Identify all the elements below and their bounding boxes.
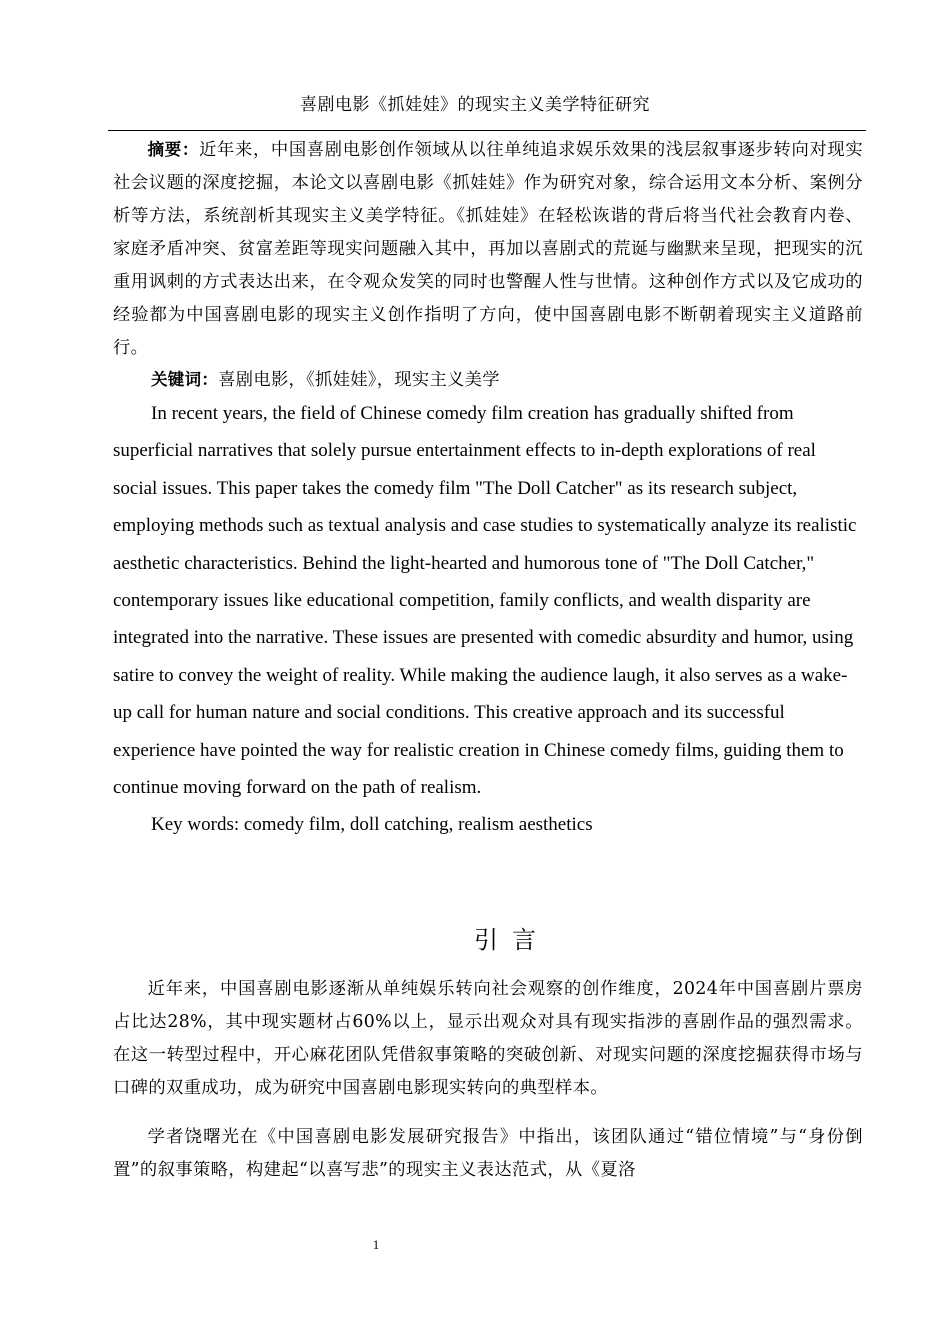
introduction-paragraph: 学者饶曙光在《中国喜剧电影发展研究报告》中指出，该团队通过“错位情境”与“身份倒置”的叙事策略，构建起“以喜写悲”的现实主义表达范式，从《夏洛 [113,1127,863,1180]
introduction-paragraph: 近年来，中国喜剧电影逐渐从单纯娱乐转向社会观察的创作维度，2024年中国喜剧片票房占比达28%，其中现实题材占60%以上，显示出观众对具有现实指涉的喜剧作品的强烈需求。在这一转型过程中，开心麻花团队凭借叙事策略的突破创新、对现实问题的深度挖掘获得市场与口碑的双重成功，成为研究中国喜剧电影现实转向的典型样本。 [113,979,863,1098]
abstract-zh [113,133,863,365]
abstract-label: 摘要： [147,140,200,159]
keywords-text: 喜剧电影，《抓娃娃》，现实主义美学 [218,370,500,390]
keywords-en: Key words: comedy film, doll catching, realism aesthetics [151,814,593,835]
page-number: 1 [372,1237,380,1252]
running-header: 喜剧电影《抓娃娃》的现实主义美学特征研究 [300,95,650,115]
keywords-label: 关键词： [151,370,219,389]
abstract-text: 近年来，中国喜剧电影创作领域从以往单纯追求娱乐效果的浅层叙事逐步转向对现实社会议题的深度挖掘，本论文以喜剧电影《抓娃娃》作为研究对象，综合运用文本分析、案例分析等方法，系统剖析其现实主义美学特征。《抓娃娃》在轻松诙谐的背后将当代社会教育内卷、家庭矛盾冲突、贫富差距等现实问题融入其中，再加以喜剧式的荒诞与幽默来呈现，把现实的沉重用讽刺的方式表达出来，在令观众发笑的同时也警醒人性与世情。这种创作方式以及它成功的经验都为中国喜剧电影的现实主义创作指明了方向，使中国喜剧电影不断朝着现实主义道路前行。 [113,140,863,358]
header-rule [108,130,866,131]
section-title-introduction: 引言 [474,926,550,954]
keywords-zh [151,363,500,397]
abstract-en: In recent years, the field of Chinese comedy film creation has gradually shifted from superficial narratives that solely pursue entertainment effects to in-depth explorations of real social issues. This paper takes the comedy film "The Doll Catcher" as its research subject, employing methods such as textual analysis and case studies to systematically analyze its realistic aesthetic characteristics. Behind the light-hearted and humorous tone of "The Doll Catcher," contemporary issues like educational competition, family conflicts, and wealth disparity are integrated into the narrative. These issues are presented with comedic absurdity and humor, using satire to convey the weight of reality. While making the audience laugh, it also serves as a wake-up call for human nature and social conditions. This creative approach and its successful experience have pointed the way for realistic creation in Chinese comedy films, guiding them to continue moving forward on the path of realism. [113,403,857,799]
